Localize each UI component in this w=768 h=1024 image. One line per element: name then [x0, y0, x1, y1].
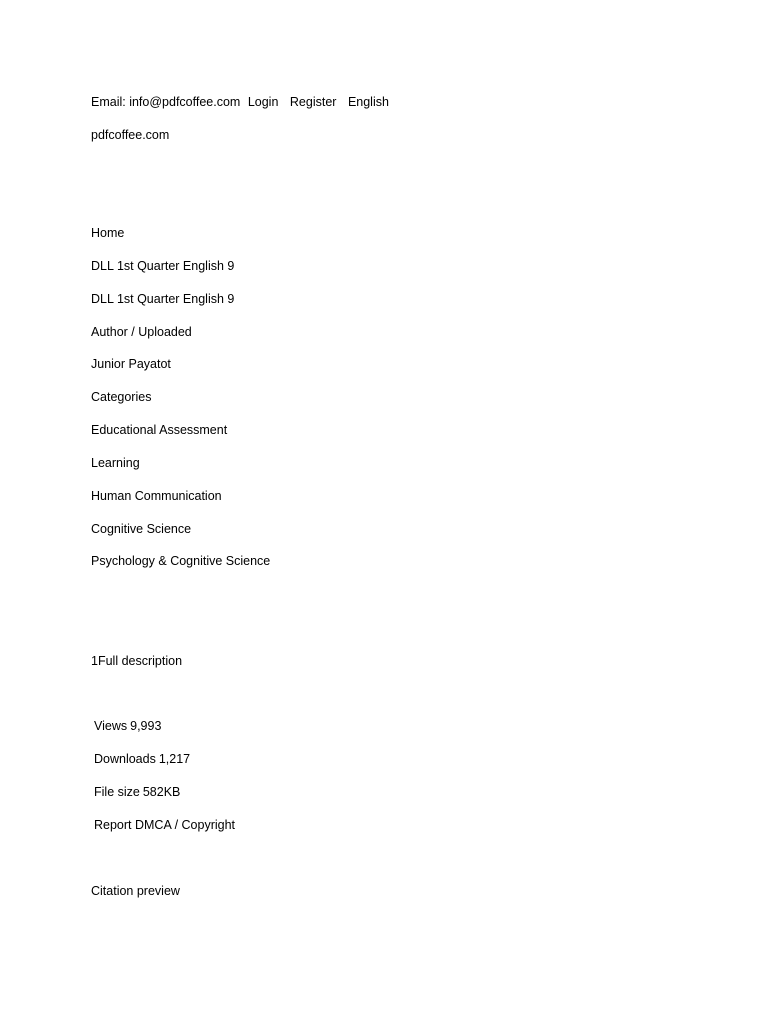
nav-home-link[interactable]: Home [91, 226, 125, 240]
categories-label: Categories [91, 390, 152, 404]
downloads-label: Downloads [94, 752, 156, 766]
breadcrumb-current[interactable]: DLL 1st Quarter English 9 [91, 259, 235, 273]
full-description-toggle[interactable]: 1Full description [91, 654, 183, 668]
language-selector[interactable]: English [347, 95, 389, 109]
filesize-value: 582KB [142, 785, 181, 799]
views-label: Views [94, 719, 128, 733]
downloads-stat [94, 751, 190, 767]
category-link[interactable]: Cognitive Science [91, 522, 192, 536]
top-bar [91, 94, 389, 110]
downloads-count: 1,217 [158, 752, 191, 766]
filesize-stat [94, 784, 180, 800]
report-dmca-link[interactable]: Report DMCA / Copyright [94, 818, 236, 832]
site-name[interactable]: pdfcoffee.com [91, 128, 170, 142]
author-name[interactable]: Junior Payatot [91, 357, 171, 371]
contact-email[interactable]: Email: info@pdfcoffee.com [91, 95, 241, 109]
views-count: 9,993 [130, 719, 162, 733]
category-link[interactable]: Educational Assessment [91, 423, 228, 437]
document-title: DLL 1st Quarter English 9 [91, 292, 235, 306]
category-link[interactable]: Human Communication [91, 489, 222, 503]
filesize-label: File size [94, 785, 140, 799]
views-stat [94, 718, 161, 734]
author-label: Author / Uploaded [91, 325, 192, 339]
register-link[interactable]: Register [289, 95, 337, 109]
citation-preview-heading: Citation preview [91, 884, 180, 898]
category-link[interactable]: Learning [91, 456, 140, 470]
login-link[interactable]: Login [247, 95, 279, 109]
category-link[interactable]: Psychology & Cognitive Science [91, 554, 271, 568]
